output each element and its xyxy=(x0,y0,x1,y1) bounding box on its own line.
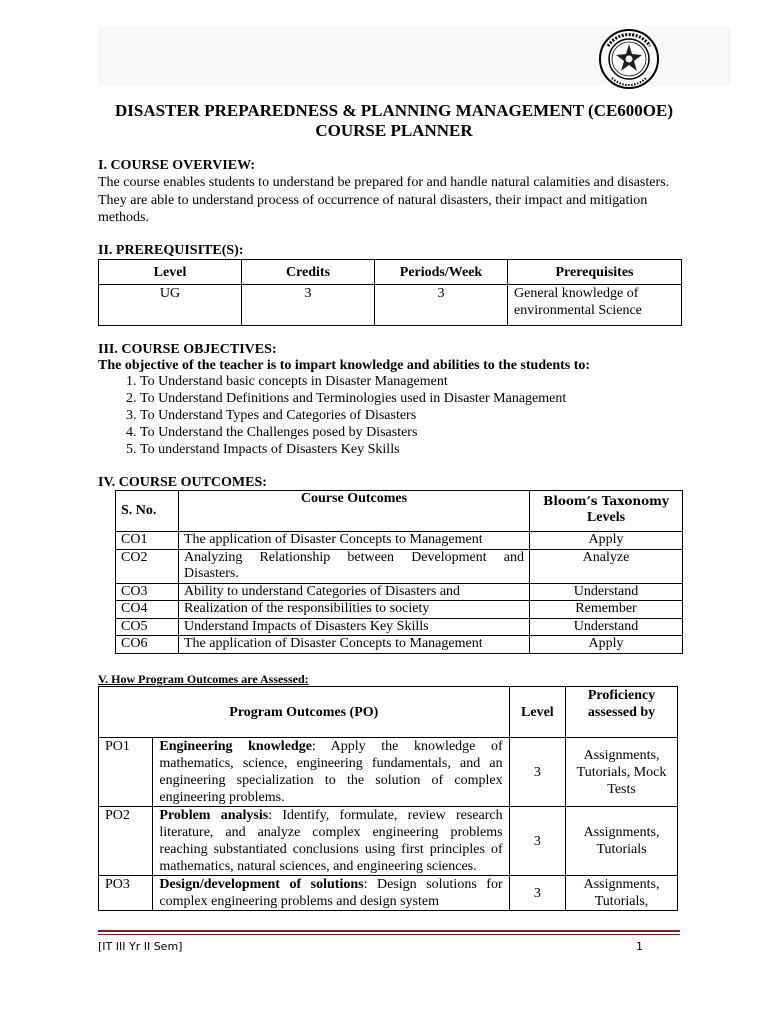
list-item: 5. To understand Impacts of Disasters Key Skills xyxy=(140,441,698,458)
footer-divider xyxy=(98,930,680,932)
blooms-header-line2: Levels xyxy=(586,509,626,525)
course-objectives-list xyxy=(98,373,698,458)
table-header-row xyxy=(99,260,682,285)
prerequisites-heading: II. PREREQUISITE(S): xyxy=(98,243,244,258)
column-header: Level xyxy=(99,260,242,285)
table-cell: CO4 xyxy=(116,601,179,619)
po-title: Problem analysis xyxy=(159,808,269,823)
table-cell: Apply xyxy=(530,636,683,654)
course-overview-text: The course enables students to understand be prepared for and handle natural calamities and disasters. They are able to understand process of occurrence of natural disasters, their impact and mitigation methods. xyxy=(98,175,670,225)
program-outcomes-heading: V. How Program Outcomes are Assessed: xyxy=(98,672,309,686)
table-cell: UG xyxy=(99,285,242,326)
table-cell: CO3 xyxy=(116,583,179,601)
po-title: Engineering knowledge xyxy=(159,739,312,754)
table-cell: CO6 xyxy=(116,636,179,654)
course-outcomes-table xyxy=(115,490,683,654)
table-cell: Realization of the responsibilities to society xyxy=(179,601,530,619)
table-row xyxy=(116,549,683,583)
column-header: Periods/Week xyxy=(375,260,508,285)
document-subtitle: COURSE PLANNER xyxy=(315,121,473,140)
program-outcomes-table xyxy=(98,686,678,911)
po-description: : Identify, formulate, review research literature, and analyze complex engineering problems reaching substantiated conclusions using first principles of mathematics, natural sciences, and engineering sciences. xyxy=(159,808,503,874)
table-cell: PO3 xyxy=(99,876,153,911)
table-cell xyxy=(153,807,509,876)
table-cell: 3 xyxy=(242,285,375,326)
table-cell: Assignments, Tutorials xyxy=(566,807,678,876)
table-cell: Remember xyxy=(530,601,683,619)
table-cell: Assignments, Tutorials, xyxy=(566,876,678,911)
document-title: DISASTER PREPAREDNESS & PLANNING MANAGEMENT (CE600OE) xyxy=(114,101,674,120)
list-item: 2. To Understand Definitions and Terminologies used in Disaster Management xyxy=(140,390,698,407)
table-cell: The application of Disaster Concepts to Management xyxy=(179,636,530,654)
table-row xyxy=(116,636,683,654)
table-cell: Assignments, Tutorials, Mock Tests xyxy=(566,738,678,807)
table-row xyxy=(99,807,678,876)
column-header: Level xyxy=(509,687,565,738)
table-row xyxy=(99,285,682,326)
column-header: Course Outcomes xyxy=(179,491,530,532)
course-objectives-heading: III. COURSE OBJECTIVES: xyxy=(98,342,277,357)
course-objectives-intro: The objective of the teacher is to impart knowledge and abilities to the students to: xyxy=(98,358,591,373)
table-cell xyxy=(153,876,509,911)
column-header: Proficiency assessed by xyxy=(566,687,678,738)
table-row xyxy=(116,618,683,636)
table-row xyxy=(99,876,678,911)
po-title: Design/development of solutions xyxy=(159,877,364,892)
table-row xyxy=(116,583,683,601)
prerequisites-table xyxy=(98,259,682,326)
table-row xyxy=(99,738,678,807)
table-cell: CO5 xyxy=(116,618,179,636)
table-cell: Understand Impacts of Disasters Key Skills xyxy=(179,618,530,636)
table-cell: Understand xyxy=(530,583,683,601)
table-cell: CO1 xyxy=(116,532,179,550)
list-item: 1. To Understand basic concepts in Disaster Management xyxy=(140,373,698,390)
column-header: Program Outcomes (PO) xyxy=(99,687,510,738)
table-cell: 3 xyxy=(509,738,565,807)
footer-divider-thin xyxy=(98,934,680,935)
table-cell: Analyze xyxy=(530,549,683,583)
footer-course-label: [IT III Yr II Sem] xyxy=(98,940,183,953)
table-cell: Analyzing Relationship between Development and Disasters. xyxy=(179,549,530,583)
table-row xyxy=(116,532,683,550)
table-cell: 3 xyxy=(375,285,508,326)
list-item: 4. To Understand the Challenges posed by Disasters xyxy=(140,424,698,441)
page-number: 1 xyxy=(636,940,643,953)
table-cell: 3 xyxy=(509,807,565,876)
column-header: Credits xyxy=(242,260,375,285)
course-outcomes-heading: IV. COURSE OUTCOMES: xyxy=(98,475,267,490)
table-cell: General knowledge of environmental Science xyxy=(508,285,682,326)
blooms-header-line1: Bloom’s Taxonomy xyxy=(543,494,669,508)
table-cell: PO2 xyxy=(99,807,153,876)
table-row xyxy=(116,601,683,619)
table-header-row xyxy=(99,687,678,738)
table-cell: The application of Disaster Concepts to Management xyxy=(179,532,530,550)
table-cell xyxy=(153,738,509,807)
table-cell: Apply xyxy=(530,532,683,550)
institution-seal-logo xyxy=(598,28,660,90)
table-cell: PO1 xyxy=(99,738,153,807)
table-cell: 3 xyxy=(509,876,565,911)
course-overview-heading: I. COURSE OVERVIEW: xyxy=(98,158,256,173)
column-header xyxy=(530,491,683,532)
table-cell: CO2 xyxy=(116,549,179,583)
table-cell: Understand xyxy=(530,618,683,636)
list-item: 3. To Understand Types and Categories of Disasters xyxy=(140,407,698,424)
column-header: S. No. xyxy=(116,491,179,532)
po-description: : Apply the knowledge of mathematics, science, engineering fundamentals, and an engineering specialization to the solution of complex engineering problems. xyxy=(159,739,503,805)
po-description: : Design solutions for complex engineering problems and design system xyxy=(159,877,503,909)
table-header-row xyxy=(116,491,683,532)
table-cell: Ability to understand Categories of Disasters and xyxy=(179,583,530,601)
column-header: Prerequisites xyxy=(508,260,682,285)
